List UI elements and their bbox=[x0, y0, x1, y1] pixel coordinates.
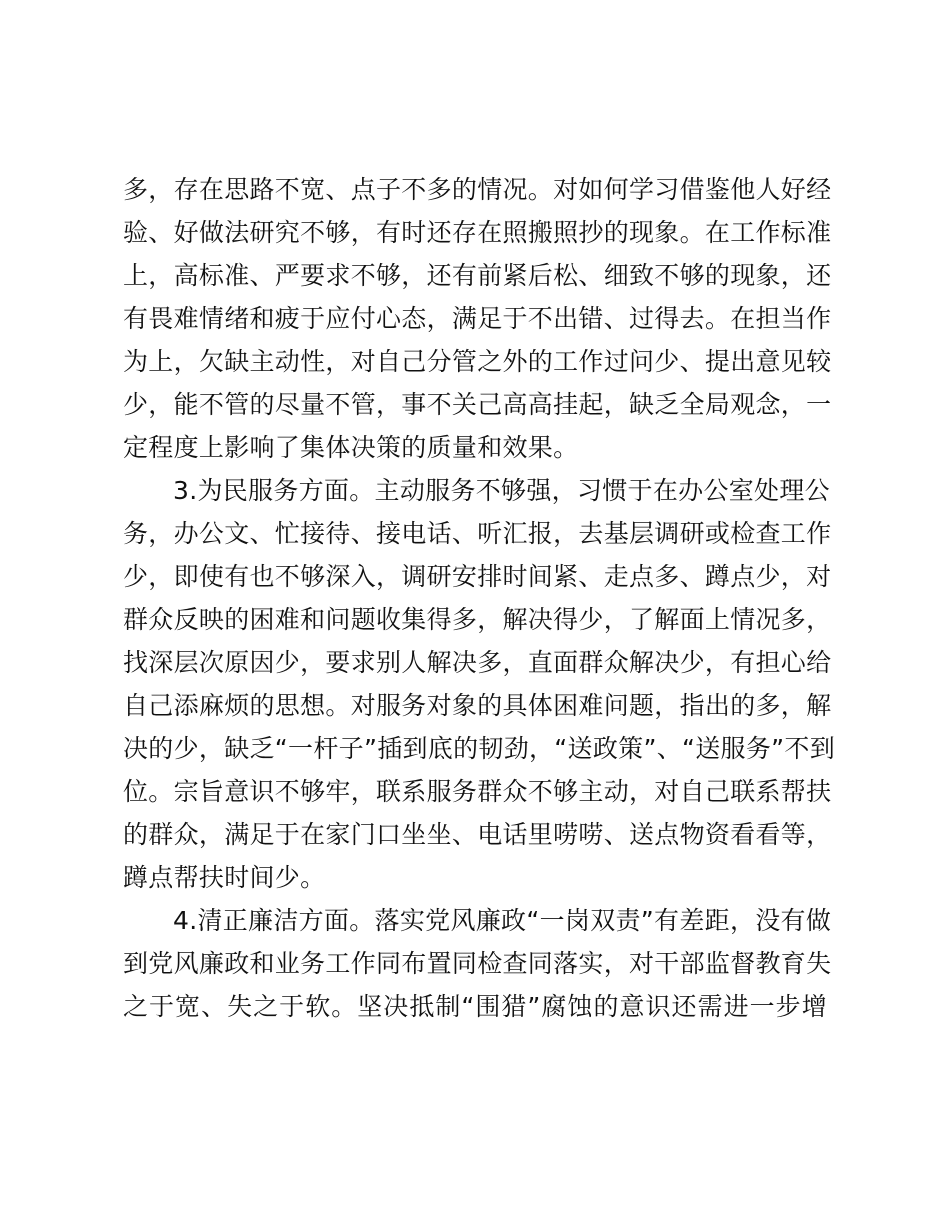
text-line: 多，存在思路不宽、点子不多的情况。对如何学习借鉴他人好经 bbox=[123, 175, 832, 204]
text-line: 少，即使有也不够深入，调研安排时间紧、走点多、蹲点少，对 bbox=[123, 562, 832, 591]
text-line: 4.清正廉洁方面。落实党风廉政“一岗双责”有差距，没有做 bbox=[173, 906, 832, 935]
text-line: 决的少，缺乏“一杆子”插到底的韧劲，“送政策”、“送服务”不到 bbox=[123, 734, 836, 763]
text-line: 为上，欠缺主动性，对自己分管之外的工作过问少、提出意见较 bbox=[123, 347, 832, 376]
text-line: 到党风廉政和业务工作同布置同检查同落实，对干部监督教育失 bbox=[123, 949, 832, 978]
text-line: 的群众，满足于在家门口坐坐、电话里唠唠、送点物资看看等， bbox=[123, 820, 832, 849]
text-line: 定程度上影响了集体决策的质量和效果。 bbox=[123, 433, 579, 462]
text-line: 之于宽、失之于软。坚决抵制“围猎”腐蚀的意识还需进一步增 bbox=[123, 992, 827, 1021]
document-body bbox=[123, 168, 836, 1028]
text-line: 有畏难情绪和疲于应付心态，满足于不出错、过得去。在担当作 bbox=[123, 304, 832, 333]
text-line: 蹲点帮扶时间少。 bbox=[123, 863, 326, 892]
text-line: 群众反映的困难和问题收集得多，解决得少，了解面上情况多， bbox=[123, 605, 832, 634]
text-line: 自己添麻烦的思想。对服务对象的具体困难问题，指出的多，解 bbox=[123, 691, 832, 720]
text-line: 3.为民服务方面。主动服务不够强，习惯于在办公室处理公 bbox=[173, 476, 830, 505]
text-line: 验、好做法研究不够，有时还存在照搬照抄的现象。在工作标准 bbox=[123, 218, 832, 247]
text-line: 少，能不管的尽量不管，事不关己高高挂起，缺乏全局观念，一 bbox=[123, 390, 832, 419]
paragraph-integrity bbox=[123, 899, 832, 1028]
text-line: 位。宗旨意识不够牢，联系服务群众不够主动，对自己联系帮扶 bbox=[123, 777, 832, 806]
text-line: 上，高标准、严要求不够，还有前紧后松、细致不够的现象，还 bbox=[123, 261, 832, 290]
text-line: 找深层次原因少，要求别人解决多，直面群众解决少，有担心给 bbox=[123, 648, 832, 677]
paragraph-continuation bbox=[123, 168, 832, 469]
paragraph-service bbox=[123, 469, 836, 899]
text-line: 务，办公文、忙接待、接电话、听汇报，去基层调研或检查工作 bbox=[123, 519, 832, 548]
